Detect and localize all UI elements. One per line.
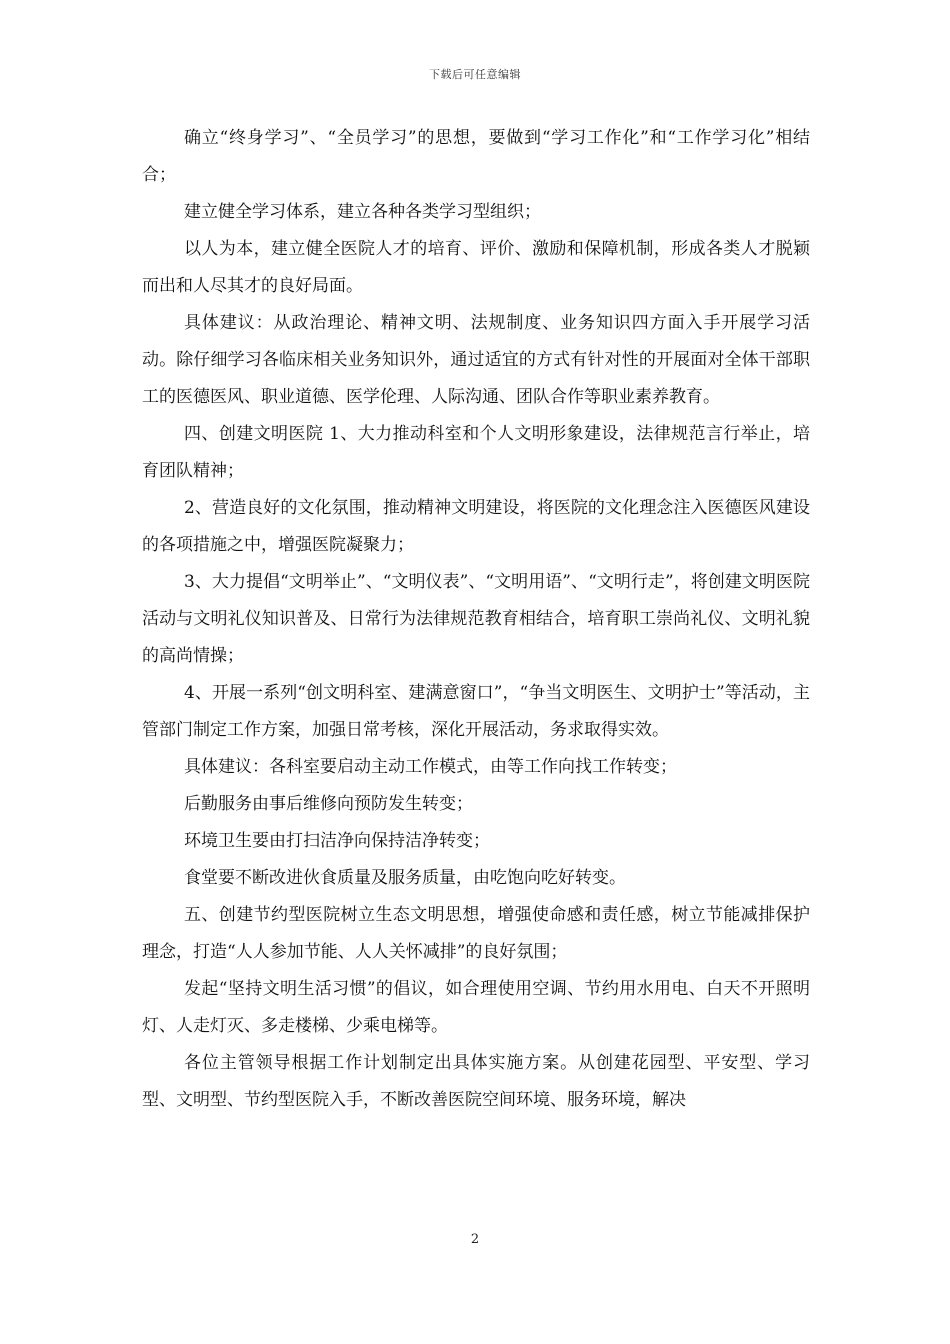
paragraph-work-mode-suggestion: 具体建议：各科室要启动主动工作模式，由等工作向找工作转变； <box>184 757 677 777</box>
paragraph-activities: 4、开展一系列“创文明科室、建满意窗口”，“争当文明医生、文明护士”等活动，主管部门制定工作方案，加强日常考核，深化开展活动，务求取得实效。 <box>142 683 810 740</box>
paragraph-learning-suggestion: 具体建议：从政治理论、精神文明、法规制度、业务知识四方面入手开展学习活动。除仔细学习各临床相关业务知识外，通过适宜的方式有针对性的开展面对全体干部职工的医德医风、职业道德、医学伦理、人际沟通、团队合作等职业素养教育。 <box>142 313 810 407</box>
paragraph-implementation-plan: 各位主管领导根据工作计划制定出具体实施方案。从创建花园型、平安型、学习型、文明型、节约型医院入手，不断改善医院空间环境、服务环境，解决 <box>142 1053 810 1110</box>
paragraph-cultural-atmosphere: 2、营造良好的文化氛围，推动精神文明建设，将医院的文化理念注入医德医风建设的各项措施之中，增强医院凝聚力； <box>142 498 810 555</box>
paragraph-talent-mechanism: 以人为本，建立健全医院人才的培育、评价、激励和保障机制，形成各类人才脱颖而出和人尽其才的良好局面。 <box>142 239 810 296</box>
paragraph-sanitation: 环境卫生要由打扫洁净向保持洁净转变； <box>184 831 490 851</box>
paragraph-civilized-conduct: 3、大力提倡“文明举止”、“文明仪表”、“文明用语”、“文明行走”，将创建文明医院活动与文明礼仪知识普及、日常行为法律规范教育相结合，培育职工崇尚礼仪、文明礼貌的高尚情操； <box>142 572 810 666</box>
page-header: 下载后可任意编辑 <box>429 68 521 81</box>
paragraph-conservation-hospital: 五、创建节约型医院树立生态文明思想，增强使命感和责任感，树立节能减排保护理念，打造“人人参加节能、人人关怀减排”的良好氛围； <box>142 905 810 962</box>
paragraph-logistics: 后勤服务由事后维修向预防发生转变； <box>184 794 473 814</box>
paragraph-lifelong-learning: 确立“终身学习”、“全员学习”的思想，要做到“学习工作化”和“工作学习化”相结合； <box>142 128 810 185</box>
page-number: 2 <box>470 1232 480 1247</box>
paragraph-civilized-hospital: 四、创建文明医院 1、大力推动科室和个人文明形象建设，法律规范言行举止，培育团队精神； <box>142 424 810 481</box>
paragraph-canteen: 食堂要不断改进伙食质量及服务质量，由吃饱向吃好转变。 <box>184 868 626 888</box>
document-body <box>142 120 810 1119</box>
paragraph-learning-system: 建立健全学习体系，建立各种各类学习型组织； <box>184 202 541 222</box>
paragraph-living-habits: 发起“坚持文明生活习惯”的倡议，如合理使用空调、节约用水用电、白天不开照明灯、人走灯灭、多走楼梯、少乘电梯等。 <box>142 979 810 1036</box>
